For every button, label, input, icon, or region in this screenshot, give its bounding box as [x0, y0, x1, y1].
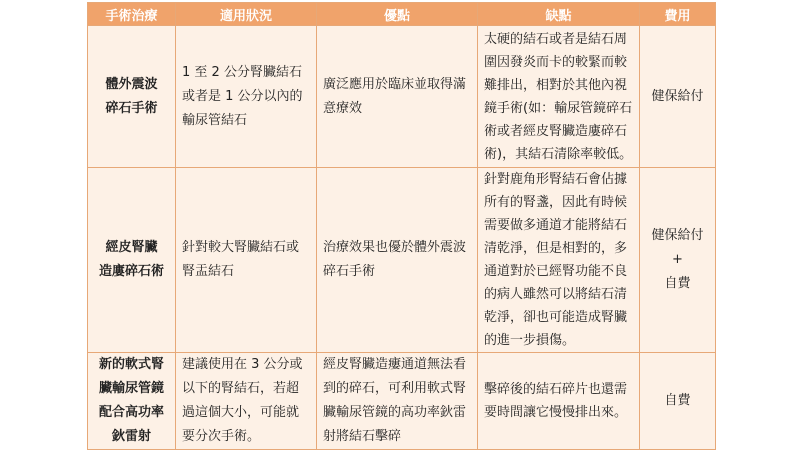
pros-cell: 經皮腎臟造瘻通道無法看 到的碎石，可利用軟式腎 臟輸尿管鏡的高功率鈥雷 射將結石擊碎	[317, 353, 478, 450]
surgery-name-cell: 經皮腎臟 造廔碎石術	[88, 168, 176, 353]
indication-cell: 1 至 2 公分腎臟結石 或者是 1 公分以內的 輸尿管結石	[176, 26, 317, 168]
cost-cell: 健保給付	[640, 26, 716, 168]
surgery-name-cell: 體外震波 碎石手術	[88, 26, 176, 168]
cost-cell: 健保給付 + 自費	[640, 168, 716, 353]
indication-cell: 針對較大腎臟結石或 腎盂結石	[176, 168, 317, 353]
header-cost: 費用	[640, 3, 716, 26]
table-row	[88, 168, 716, 353]
header-pros: 優點	[317, 3, 478, 26]
table-row	[88, 26, 716, 168]
pros-cell: 廣泛應用於臨床並取得滿 意療效	[317, 26, 478, 168]
cons-cell: 針對鹿角形腎結石會佔據 所有的腎盞，因此有時候 需要做多通道才能將結石 清乾淨，但是相對的，多 通道對於已經腎功能不良 的病人雖然可以將結石清 乾淨，卻也可能造成腎臟 的進一步損傷。	[478, 168, 640, 353]
header-indication: 適用狀況	[176, 3, 317, 26]
pros-cell: 治療效果也優於體外震波 碎石手術	[317, 168, 478, 353]
surgery-comparison-table	[87, 2, 716, 450]
cons-cell: 擊碎後的結石碎片也還需 要時間讓它慢慢排出來。	[478, 353, 640, 450]
table-row	[88, 353, 716, 450]
header-cons: 缺點	[478, 3, 640, 26]
surgery-name-cell: 新的軟式腎 臟輸尿管鏡 配合高功率 鈥雷射	[88, 353, 176, 450]
cost-cell: 自費	[640, 353, 716, 450]
header-row	[88, 3, 716, 26]
indication-cell: 建議使用在 3 公分或 以下的腎結石，若超 過這個大小，可能就 要分次手術。	[176, 353, 317, 450]
cons-cell: 太硬的結石或者是結石周 圍因發炎而卡的較緊而較 難排出，相對於其他內視 鏡手術(如：輸尿管鏡碎石 術或者經皮腎臟造廔碎石 術)，其結石清除率較低。	[478, 26, 640, 168]
header-surgery: 手術治療	[88, 3, 176, 26]
